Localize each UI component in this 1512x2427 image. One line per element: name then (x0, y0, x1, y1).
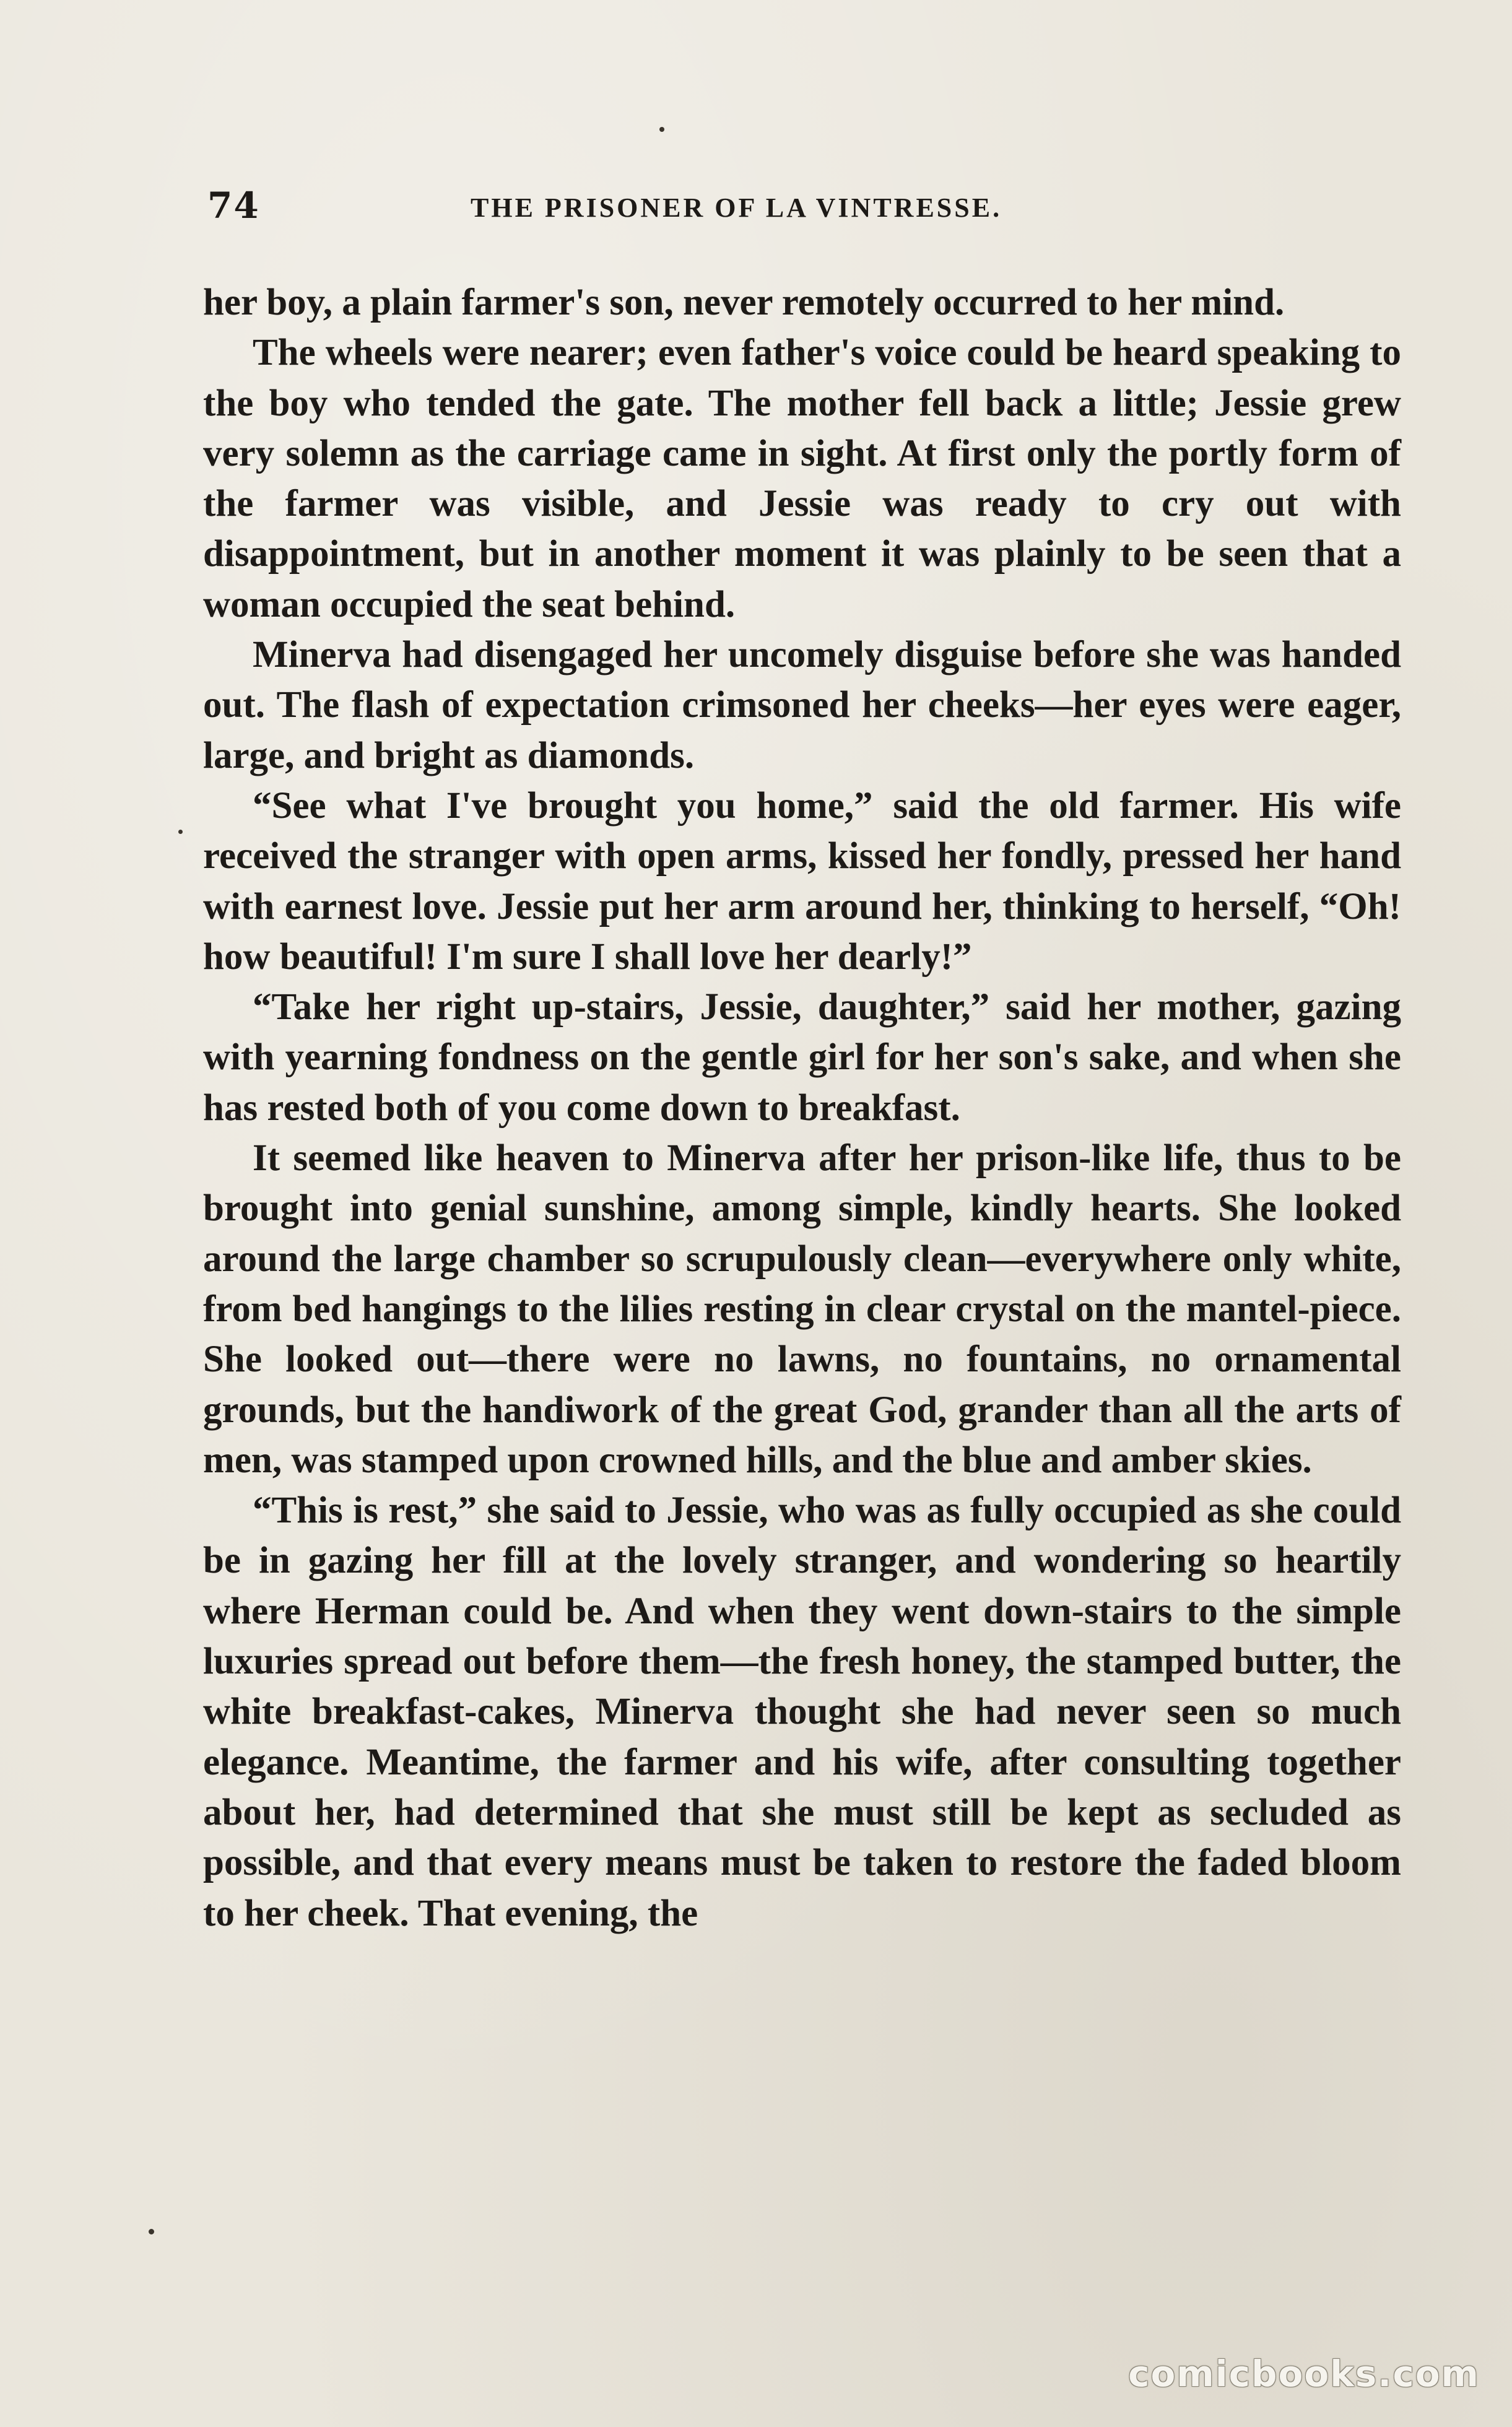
ink-speck (178, 830, 183, 834)
ink-speck (149, 2229, 154, 2234)
body-text (203, 277, 1401, 1939)
watermark-logo: comicbooks.com (1128, 2353, 1480, 2395)
page-number: 74 (207, 185, 260, 227)
paragraph: “This is rest,” she said to Jessie, who was as fully occupied as she could be in gazing her fill at the lovely stranger, and wondering so heartily where Herman could be. And when they went down-stairs to the simple luxuries spread out before them—the fresh honey, the stamped butter, the white breakfast-cakes, Minerva thought she had never seen so much elegance. Meantime, the farmer and his wife, after consulting together about her, had determined that she must still be kept as secluded as possible, and that every means must be taken to restore the faded bloom to her cheek. That evening, the (203, 1490, 1401, 1934)
paragraph: It seemed like heaven to Minerva after her prison-like life, thus to be brought into genial sunshine, among simple, kindly hearts. She looked around the large chamber so scrupulously clean—everywhere only white, from bed hangings to the lilies resting in clear crystal on the mantel-piece. She looked out—there were no lawns, no fountains, no ornamental grounds, but the handiwork of the great God, grander than all the arts of men, was stamped upon crowned hills, and the blue and amber skies. (203, 1137, 1401, 1481)
paragraph: The wheels were nearer; even father's voice could be heard speaking to the boy who tended the gate. The mother fell back a little; Jessie grew very solemn as the carriage came in sight. At first only the portly form of the farmer was visible, and Jessie was ready to cry out with disappointment, but in another moment it was plainly to be seen that a woman occupied the seat behind. (203, 332, 1401, 625)
paragraph: her boy, a plain farmer's son, never remotely occurred to her mind. (203, 282, 1285, 323)
paragraph: “Take her right up-stairs, Jessie, daughter,” said her mother, gazing with yearning fondness on the gentle girl for her son's sake, and when she has rested both of you come down to breakfast. (203, 986, 1401, 1129)
paragraph: “See what I've brought you home,” said the old farmer. His wife received the stranger with open arms, kissed her fondly, pressed her hand with earnest love. Jessie put her arm around her, thinking to herself, “Oh! how beautiful! I'm sure I shall love her dearly!” (203, 784, 1401, 978)
ink-speck (659, 127, 664, 132)
running-title: THE PRISONER OF LA VINTRESSE. (471, 193, 1002, 223)
paragraph: Minerva had disengaged her uncomely disguise before she was handed out. The flash of expectation crimsoned her cheeks—her eyes were eager, large, and bright as diamonds. (203, 634, 1401, 776)
